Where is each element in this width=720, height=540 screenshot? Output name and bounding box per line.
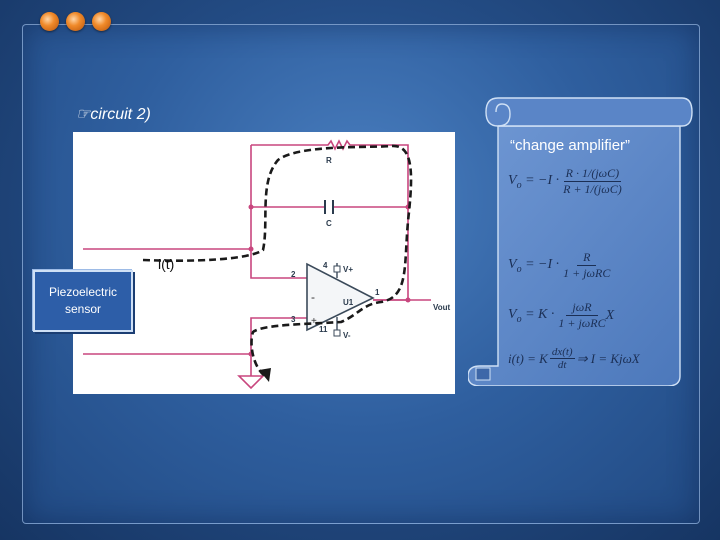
pin-11-label: 11 xyxy=(319,325,328,334)
window-dots xyxy=(40,12,111,31)
orange-dot-icon xyxy=(40,12,59,31)
opamp-label: U1 xyxy=(343,298,354,307)
piezoelectric-sensor-box xyxy=(33,270,133,332)
opamp-icon xyxy=(307,264,373,330)
formula-3: $V_o = K$ · jωR 1 + jωRC X xyxy=(508,300,615,330)
vplus-terminal xyxy=(334,266,340,272)
vplus-label: V+ xyxy=(343,265,354,274)
ground-icon xyxy=(239,376,263,388)
formula-2: $V_o = -I$ · R 1 + jωRC xyxy=(508,250,611,280)
junction-dot xyxy=(249,247,254,252)
junction-dot xyxy=(249,205,254,210)
plus-sign: + xyxy=(311,316,317,327)
circuit-diagram xyxy=(73,132,455,394)
formula-1: $V_o = -I$ · R · 1/(jωC) R + 1/(jωC) xyxy=(508,166,622,196)
sensor-label-line2: sensor xyxy=(64,302,102,316)
circuit-svg xyxy=(73,132,455,394)
orange-dot-icon xyxy=(66,12,85,31)
resistor-label: R xyxy=(326,156,332,165)
current-label: i(t) xyxy=(158,256,175,272)
change-amplifier-label: “change amplifier” xyxy=(510,137,631,154)
slide-title: ☞circuit 2) xyxy=(76,106,151,123)
junction-dot xyxy=(406,298,411,303)
sensor-label-line1: Piezoelectric xyxy=(48,285,118,299)
output-label: Vout xyxy=(433,303,451,312)
orange-dot-icon xyxy=(92,12,111,31)
minus-sign: - xyxy=(311,290,315,304)
arrowhead-icon xyxy=(259,368,271,382)
vminus-terminal xyxy=(334,330,340,336)
pin-1-label: 1 xyxy=(375,288,380,297)
current-path-dashed xyxy=(143,146,411,376)
pin-4-label: 4 xyxy=(323,261,328,270)
formula-4: i(t) = K dx(t) dt ⇒ I = KjωX xyxy=(508,346,640,371)
pin-2-label: 2 xyxy=(291,270,296,279)
capacitor-label: C xyxy=(326,219,332,228)
pin-3-label: 3 xyxy=(291,315,296,324)
vminus-label: V- xyxy=(343,331,351,340)
